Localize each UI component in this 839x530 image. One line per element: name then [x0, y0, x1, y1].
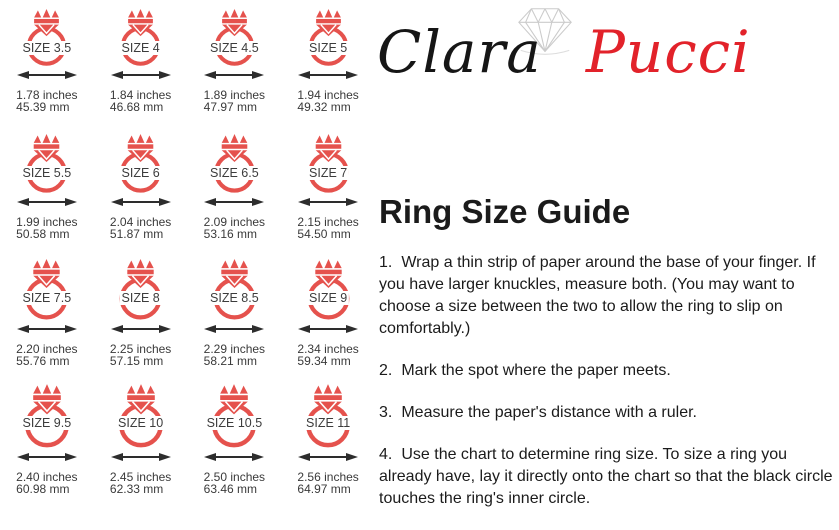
diameter-arrow-icon: [297, 323, 359, 335]
inches-value: 2.45 inches: [109, 469, 172, 484]
mm-value: 57.15 mm: [109, 353, 164, 368]
diameter-arrow-icon: [110, 451, 172, 463]
mm-value: 54.50 mm: [297, 227, 351, 242]
diameter-arrow-icon: [297, 451, 359, 463]
mm-value: 50.58 mm: [16, 227, 70, 242]
ring-icon: [16, 8, 77, 67]
ring-size-label: SIZE 4: [121, 41, 160, 55]
inches-value: 1.78 inches: [16, 88, 78, 103]
instruction-step: [379, 444, 836, 510]
mm-value: 64.97 mm: [297, 481, 351, 496]
mm-value: 62.33 mm: [109, 481, 164, 496]
instruction-step: [379, 402, 836, 424]
diameter-arrow-icon: [110, 323, 172, 335]
ring-size-cell: [281, 0, 375, 125]
ring-size-cell: [0, 375, 94, 500]
instruction-step: [379, 360, 836, 382]
diameter-arrow-icon: [203, 196, 265, 208]
ring-size-cell: [94, 0, 188, 125]
brand-name: [377, 16, 751, 88]
ring-size-cell: [0, 0, 94, 125]
ring-icon: [204, 8, 265, 67]
mm-value: 45.39 mm: [16, 100, 70, 115]
ring-size-label: SIZE 7.5: [22, 291, 72, 305]
diameter-arrow-icon: [16, 196, 78, 208]
inches-value: 1.99 inches: [16, 215, 78, 230]
mm-value: 58.21 mm: [203, 353, 258, 368]
page-title: Ring Size Guide: [379, 193, 631, 230]
ring-size-cell: [94, 375, 188, 500]
info-panel: [375, 0, 839, 507]
step-text: Mark the spot where the paper meets.: [401, 362, 671, 379]
ring-icon: [203, 133, 266, 194]
ring-size-label: SIZE 3.5: [22, 41, 72, 55]
ring-icon: [110, 8, 171, 67]
brand-logo: [375, 0, 839, 110]
inches-value: 1.94 inches: [297, 88, 359, 103]
ring-icon: [200, 383, 268, 449]
mm-value: 47.97 mm: [203, 100, 258, 115]
inches-value: 2.50 inches: [203, 469, 266, 484]
inches-value: 2.04 inches: [109, 215, 172, 230]
ring-icon: [108, 258, 173, 321]
ring-size-cell: [188, 250, 282, 375]
inches-value: 1.84 inches: [109, 88, 172, 103]
ring-icon: [202, 258, 267, 321]
mm-value: 60.98 mm: [16, 481, 70, 496]
diameter-arrow-icon: [203, 451, 265, 463]
ring-icon: [109, 133, 172, 194]
mm-value: 59.34 mm: [297, 353, 351, 368]
inches-value: 2.34 inches: [297, 341, 359, 356]
ring-size-label: SIZE 8.5: [210, 291, 259, 305]
mm-value: 63.46 mm: [203, 481, 258, 496]
inches-value: 2.15 inches: [297, 215, 359, 230]
ring-icon: [14, 258, 79, 321]
ring-size-cell: [94, 250, 188, 375]
ring-size-label: SIZE 8: [121, 291, 160, 305]
ring-size-chart: [0, 0, 375, 501]
ring-size-label: SIZE 5.5: [22, 166, 72, 180]
ring-size-label: SIZE 9: [309, 291, 348, 305]
brand-name-pucci: Pucci: [585, 18, 751, 86]
step-text: Use the chart to determine ring size. To size a ring you already have, lay it directly onto the chart so that the black circle touches the ring's inner circle.: [379, 446, 833, 507]
ring-size-label: SIZE 4.5: [210, 41, 259, 55]
step-number: 1.: [379, 254, 393, 271]
inches-value: 1.89 inches: [203, 88, 266, 103]
mm-value: 46.68 mm: [109, 100, 164, 115]
ring-icon: [298, 8, 359, 67]
mm-value: 55.76 mm: [16, 353, 70, 368]
ring-icon: [13, 383, 81, 449]
brand-name-clara: Clara: [377, 18, 542, 86]
ring-size-cell: [0, 250, 94, 375]
ring-icon: [297, 133, 360, 194]
ring-size-cell: [0, 125, 94, 250]
step-number: 2.: [379, 362, 393, 379]
mm-value: 49.32 mm: [297, 100, 351, 115]
diameter-arrow-icon: [110, 196, 172, 208]
ring-size-cell: [281, 375, 375, 500]
ring-size-label: SIZE 11: [306, 416, 351, 430]
diameter-arrow-icon: [297, 196, 359, 208]
ring-size-cell: [188, 0, 282, 125]
diameter-arrow-icon: [297, 69, 359, 81]
ring-size-cell: [188, 375, 282, 500]
diameter-arrow-icon: [16, 451, 78, 463]
ring-size-cell: [188, 125, 282, 250]
ring-size-label: SIZE 9.5: [22, 416, 72, 430]
ring-size-label: SIZE 7: [309, 166, 348, 180]
ring-size-label: SIZE 6: [121, 166, 160, 180]
step-number: 4.: [379, 446, 393, 463]
inches-value: 2.20 inches: [16, 341, 78, 356]
diameter-arrow-icon: [203, 323, 265, 335]
ring-icon: [15, 133, 78, 194]
ring-size-label: SIZE 10: [118, 416, 164, 430]
ring-icon: [107, 383, 175, 449]
diameter-arrow-icon: [16, 323, 78, 335]
ring-size-label: SIZE 5: [309, 41, 348, 55]
ring-size-cell: [281, 250, 375, 375]
ring-size-cell: [281, 125, 375, 250]
ring-size-label: SIZE 10.5: [206, 416, 263, 430]
ring-icon: [296, 258, 361, 321]
inches-value: 2.56 inches: [297, 469, 359, 484]
inches-value: 2.40 inches: [16, 469, 78, 484]
step-number: 3.: [379, 404, 393, 421]
mm-value: 53.16 mm: [203, 227, 258, 242]
instruction-step: [379, 252, 836, 340]
step-text: Measure the paper's distance with a ruler.: [401, 404, 697, 421]
ring-size-label: SIZE 6.5: [210, 166, 259, 180]
diameter-arrow-icon: [203, 69, 265, 81]
step-text: Wrap a thin strip of paper around the base of your finger. If you have larger knuckles, measure both. (You may want to choose a size between the two to allow the ring to slip on comfortably.): [379, 254, 816, 337]
diameter-arrow-icon: [110, 69, 172, 81]
inches-value: 2.09 inches: [203, 215, 266, 230]
instructions: [379, 252, 836, 530]
diameter-arrow-icon: [16, 69, 78, 81]
mm-value: 51.87 mm: [109, 227, 164, 242]
inches-value: 2.25 inches: [109, 341, 172, 356]
ring-size-cell: [94, 125, 188, 250]
inches-value: 2.29 inches: [203, 341, 266, 356]
ring-icon: [294, 383, 362, 449]
